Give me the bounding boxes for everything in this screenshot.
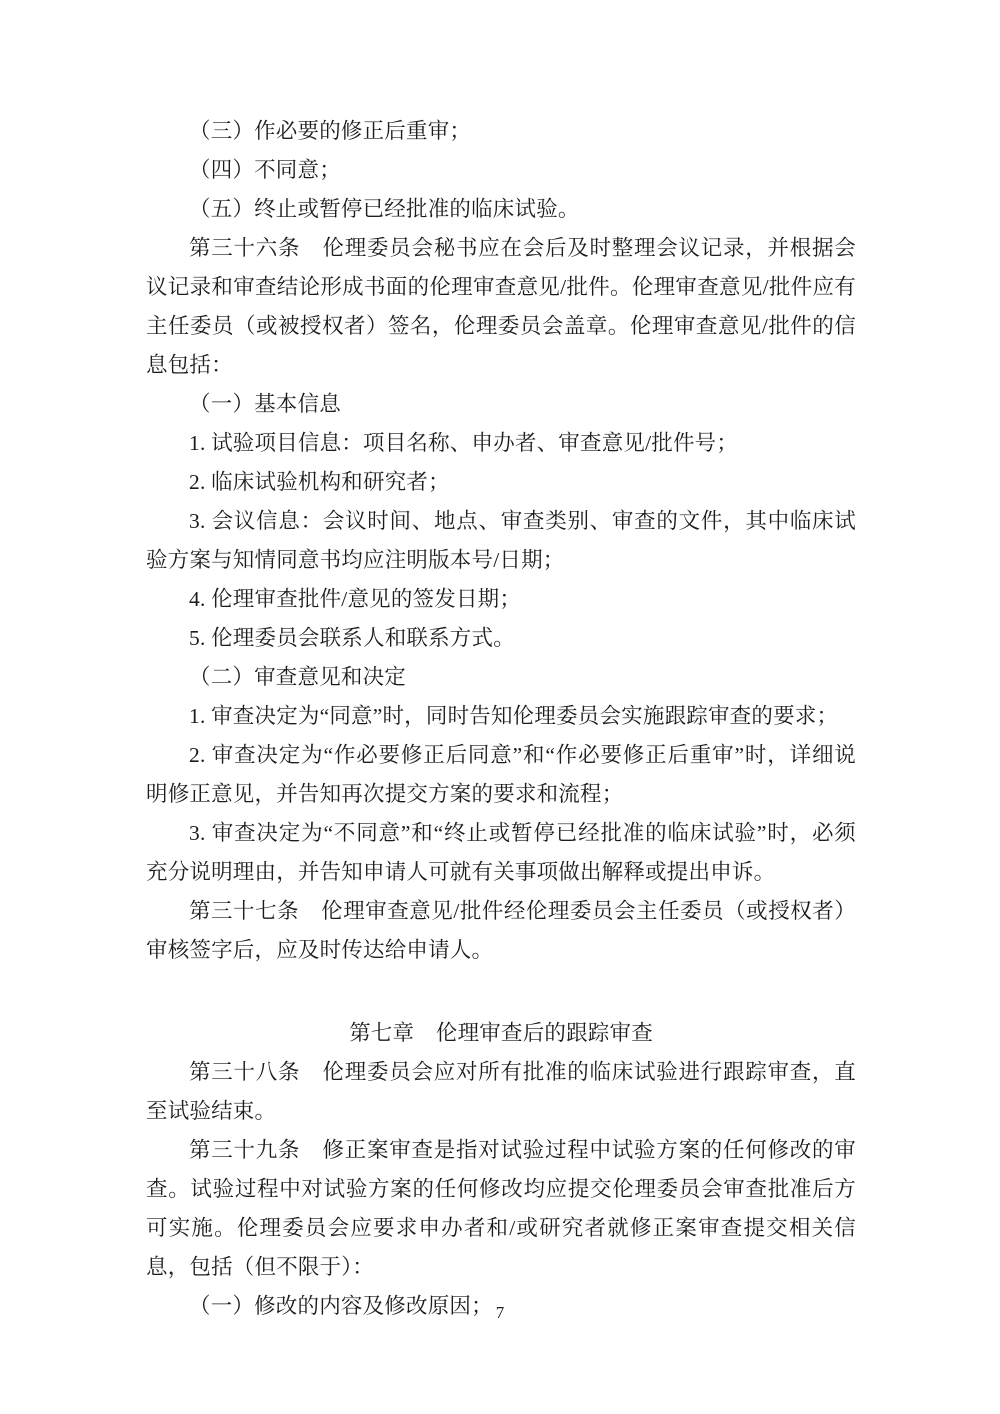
paragraph: 1. 审查决定为“同意”时，同时告知伦理委员会实施跟踪审查的要求； (189, 704, 839, 728)
paragraph: 5. 伦理委员会联系人和联系方式。 (189, 626, 515, 650)
paragraph: 2. 临床试验机构和研究者； (189, 470, 450, 494)
paragraph: （一）修改的内容及修改原因； (189, 1294, 493, 1318)
paragraph: 第三十九条 修正案审查是指对试验过程中试验方案的任何修改的审查。试验过程中对试验方案的任何修改均应提交伦理委员会审查批准后方可实施。伦理委员会应要求申办者和/或研究者就修正案审查提交相关信息，包括（但不限于）： (146, 1138, 856, 1279)
paragraph: （一）基本信息 (189, 392, 341, 416)
paragraph: （二）审查意见和决定 (189, 665, 407, 689)
paragraph: 第三十七条 伦理审查意见/批件经伦理委员会主任委员（或授权者）审核签字后，应及时传达给申请人。 (146, 899, 856, 962)
paragraph: 第三十六条 伦理委员会秘书应在会后及时整理会议记录，并根据会议记录和审查结论形成书面的伦理审查意见/批件。伦理审查意见/批件应有主任委员（或被授权者）签名，伦理委员会盖章。伦理审查意见/批件的信息包括： (146, 236, 856, 377)
paragraph: （三）作必要的修正后重审； (189, 119, 472, 143)
paragraph: （四）不同意； (189, 158, 341, 182)
document-body (146, 112, 856, 1326)
paragraph: （五）终止或暂停已经批准的临床试验。 (189, 197, 580, 221)
page-number: 7 (495, 1303, 505, 1322)
chapter-heading: 第七章 伦理审查后的跟踪审查 (349, 1021, 653, 1045)
paragraph: 2. 审查决定为“作必要修正后同意”和“作必要修正后重审”时，详细说明修正意见，并告知再次提交方案的要求和流程； (146, 743, 856, 806)
paragraph: 3. 审查决定为“不同意”和“终止或暂停已经批准的临床试验”时，必须充分说明理由，并告知申请人可就有关事项做出解释或提出申诉。 (146, 821, 856, 884)
page-footer (0, 1303, 1000, 1323)
paragraph: 第三十八条 伦理委员会应对所有批准的临床试验进行跟踪审查，直至试验结束。 (146, 1060, 856, 1123)
paragraph: 3. 会议信息：会议时间、地点、审查类别、审查的文件，其中临床试验方案与知情同意书均应注明版本号/日期； (146, 509, 856, 572)
paragraph: 4. 伦理审查批件/意见的签发日期； (189, 587, 522, 611)
paragraph: 1. 试验项目信息：项目名称、申办者、审查意见/批件号； (189, 431, 739, 455)
